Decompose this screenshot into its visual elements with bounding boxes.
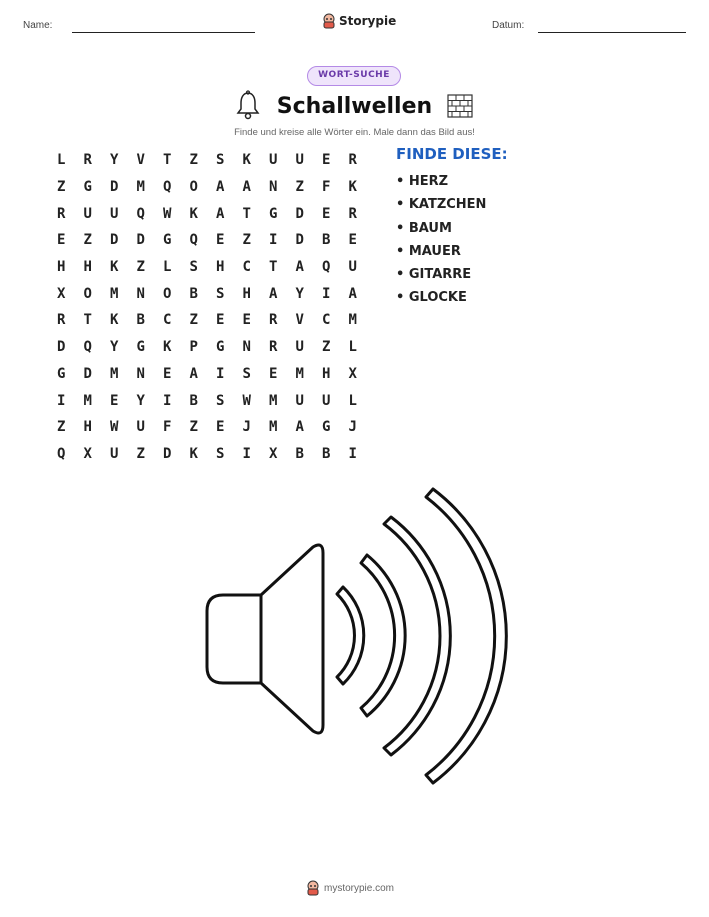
- grid-letter[interactable]: A: [269, 285, 278, 302]
- grid-letter[interactable]: H: [57, 259, 66, 276]
- grid-letter[interactable]: A: [295, 259, 304, 276]
- grid-letter[interactable]: U: [295, 392, 304, 409]
- grid-letter[interactable]: E: [269, 365, 278, 382]
- footer-url[interactable]: mystorypie.com: [324, 882, 395, 894]
- grid-letter[interactable]: G: [269, 205, 278, 222]
- grid-letter[interactable]: Q: [163, 179, 172, 196]
- grid-letter[interactable]: K: [189, 445, 198, 462]
- grid-letter[interactable]: S: [189, 259, 198, 276]
- grid-letter[interactable]: X: [57, 285, 66, 302]
- grid-letter[interactable]: H: [242, 285, 251, 302]
- word-list-item: • GLOCKE: [396, 290, 467, 306]
- grid-letter[interactable]: P: [189, 339, 198, 356]
- word-list-item: • HERZ: [396, 174, 449, 189]
- word-list: [396, 170, 486, 310]
- grid-row: [48, 387, 366, 414]
- grid-letter[interactable]: U: [269, 152, 278, 169]
- grid-letter[interactable]: R: [269, 312, 278, 329]
- grid-letter[interactable]: Q: [136, 205, 145, 222]
- grid-letter[interactable]: N: [136, 365, 145, 382]
- grid-letter[interactable]: Z: [57, 419, 66, 436]
- grid-letter[interactable]: I: [242, 445, 251, 462]
- grid-letter[interactable]: R: [269, 339, 278, 356]
- wave-4: [426, 489, 506, 783]
- grid-letter[interactable]: T: [269, 259, 278, 276]
- brand: [322, 13, 396, 29]
- grid-letter[interactable]: Z: [189, 419, 198, 436]
- grid-letter[interactable]: E: [110, 392, 119, 409]
- grid-row: [48, 414, 366, 441]
- grid-letter[interactable]: B: [189, 392, 198, 409]
- grid-letter[interactable]: V: [295, 312, 304, 329]
- grid-letter[interactable]: D: [110, 232, 119, 249]
- grid-letter[interactable]: L: [163, 259, 172, 276]
- grid-letter[interactable]: K: [110, 259, 119, 276]
- grid-letter[interactable]: Z: [189, 312, 198, 329]
- grid-letter[interactable]: B: [322, 232, 331, 249]
- word-list-item: • GITARRE: [396, 267, 472, 283]
- grid-letter[interactable]: R: [348, 152, 357, 169]
- grid-letter[interactable]: R: [57, 312, 66, 329]
- grid-letter[interactable]: K: [242, 152, 251, 169]
- storypie-logo-icon: [322, 13, 336, 29]
- grid-letter[interactable]: R: [83, 152, 92, 169]
- grid-letter[interactable]: H: [322, 365, 331, 382]
- grid-letter[interactable]: E: [216, 232, 225, 249]
- footer: [306, 880, 394, 896]
- grid-letter[interactable]: M: [136, 179, 145, 196]
- grid-letter[interactable]: D: [136, 232, 145, 249]
- grid-letter[interactable]: C: [163, 312, 172, 329]
- grid-letter[interactable]: V: [136, 152, 145, 169]
- grid-letter[interactable]: I: [348, 445, 357, 462]
- grid-letter[interactable]: J: [242, 419, 251, 436]
- grid-letter[interactable]: T: [163, 152, 172, 169]
- grid-letter[interactable]: Z: [322, 339, 331, 356]
- grid-letter[interactable]: O: [189, 179, 198, 196]
- activity-badge: WORT-SUCHE: [307, 66, 401, 86]
- date-line[interactable]: [538, 32, 686, 33]
- grid-letter[interactable]: B: [189, 285, 198, 302]
- grid-letter[interactable]: X: [83, 445, 92, 462]
- grid-letter[interactable]: B: [295, 445, 304, 462]
- grid-letter[interactable]: Z: [136, 445, 145, 462]
- grid-letter[interactable]: A: [242, 179, 251, 196]
- grid-letter[interactable]: Z: [189, 152, 198, 169]
- word-list-item: • BAUM: [396, 220, 452, 236]
- grid-row: [48, 200, 366, 227]
- grid-letter[interactable]: M: [348, 312, 357, 329]
- grid-letter[interactable]: Z: [83, 232, 92, 249]
- grid-row: [48, 307, 366, 334]
- name-line[interactable]: [72, 32, 255, 33]
- grid-row: [48, 174, 366, 201]
- grid-letter[interactable]: Q: [322, 259, 331, 276]
- grid-letter[interactable]: E: [322, 152, 331, 169]
- grid-letter[interactable]: D: [83, 365, 92, 382]
- grid-letter[interactable]: U: [295, 152, 304, 169]
- grid-letter[interactable]: G: [83, 179, 92, 196]
- grid-row: [48, 334, 366, 361]
- grid-letter[interactable]: I: [322, 285, 331, 302]
- grid-letter[interactable]: O: [163, 285, 172, 302]
- name-label: Name:: [23, 20, 53, 31]
- word-list-item: • KATZCHEN: [396, 197, 487, 213]
- grid-letter[interactable]: C: [242, 259, 251, 276]
- grid-letter[interactable]: U: [110, 205, 119, 222]
- grid-letter[interactable]: K: [189, 205, 198, 222]
- grid-letter[interactable]: U: [83, 205, 92, 222]
- grid-letter[interactable]: S: [216, 445, 225, 462]
- brand-name: Storypie: [339, 14, 397, 28]
- grid-letter[interactable]: Q: [189, 232, 198, 249]
- grid-letter[interactable]: U: [322, 392, 331, 409]
- grid-letter[interactable]: W: [110, 419, 119, 436]
- instructions: Finde und kreise alle Wörter ein. Male dann das Bild aus!: [234, 127, 475, 138]
- date-label: Datum:: [492, 20, 525, 31]
- grid-letter[interactable]: I: [269, 232, 278, 249]
- grid-letter[interactable]: U: [136, 419, 145, 436]
- grid-letter[interactable]: Z: [57, 179, 66, 196]
- word-list-title: FINDE DIESE:: [396, 145, 508, 163]
- grid-letter[interactable]: I: [57, 392, 66, 409]
- grid-letter[interactable]: Y: [295, 285, 304, 302]
- speaker-box: [207, 595, 261, 683]
- grid-row: [48, 441, 366, 468]
- grid-letter[interactable]: T: [83, 312, 92, 329]
- grid-letter[interactable]: X: [269, 445, 278, 462]
- grid-letter[interactable]: Q: [57, 445, 66, 462]
- word-list-item: • MAUER: [396, 243, 461, 259]
- grid-letter[interactable]: R: [57, 205, 66, 222]
- grid-row: [48, 254, 366, 281]
- grid-letter[interactable]: D: [163, 445, 172, 462]
- brick-wall-icon: [447, 94, 473, 118]
- grid-letter[interactable]: Z: [295, 179, 304, 196]
- grid-row: [48, 280, 366, 307]
- grid-letter[interactable]: G: [57, 365, 66, 382]
- grid-letter[interactable]: J: [348, 419, 357, 436]
- grid-letter[interactable]: E: [348, 232, 357, 249]
- grid-letter[interactable]: E: [216, 312, 225, 329]
- grid-letter[interactable]: A: [348, 285, 357, 302]
- grid-letter[interactable]: Y: [110, 339, 119, 356]
- grid-letter[interactable]: L: [57, 152, 66, 169]
- grid-letter[interactable]: M: [110, 365, 119, 382]
- grid-letter[interactable]: I: [216, 365, 225, 382]
- grid-letter[interactable]: G: [163, 232, 172, 249]
- grid-letter[interactable]: M: [295, 365, 304, 382]
- grid-letter[interactable]: G: [322, 419, 331, 436]
- grid-letter[interactable]: K: [348, 179, 357, 196]
- grid-letter[interactable]: X: [348, 365, 357, 382]
- grid-letter[interactable]: N: [269, 179, 278, 196]
- grid-letter[interactable]: K: [110, 312, 119, 329]
- speaker-cone: [261, 545, 323, 733]
- grid-row: [48, 147, 366, 174]
- grid-letter[interactable]: F: [163, 419, 172, 436]
- grid-letter[interactable]: D: [295, 205, 304, 222]
- speaker-sound-waves-illustration: [195, 485, 515, 790]
- grid-letter[interactable]: W: [163, 205, 172, 222]
- grid-letter[interactable]: I: [163, 392, 172, 409]
- grid-letter[interactable]: W: [242, 392, 251, 409]
- grid-row: [48, 227, 366, 254]
- grid-letter[interactable]: Z: [242, 232, 251, 249]
- grid-letter[interactable]: H: [83, 259, 92, 276]
- grid-letter[interactable]: Y: [136, 392, 145, 409]
- grid-letter[interactable]: E: [57, 232, 66, 249]
- grid-letter[interactable]: E: [163, 365, 172, 382]
- grid-letter[interactable]: A: [295, 419, 304, 436]
- grid-letter[interactable]: O: [83, 285, 92, 302]
- grid-letter[interactable]: D: [110, 179, 119, 196]
- grid-letter[interactable]: M: [83, 392, 92, 409]
- grid-letter[interactable]: M: [110, 285, 119, 302]
- grid-letter[interactable]: A: [216, 205, 225, 222]
- wave-2: [361, 555, 405, 716]
- grid-letter[interactable]: S: [216, 285, 225, 302]
- grid-letter[interactable]: A: [216, 179, 225, 196]
- grid-letter[interactable]: S: [242, 365, 251, 382]
- grid-letter[interactable]: B: [136, 312, 145, 329]
- grid-letter[interactable]: L: [348, 392, 357, 409]
- grid-letter[interactable]: T: [242, 205, 251, 222]
- grid-letter[interactable]: B: [322, 445, 331, 462]
- grid-letter[interactable]: G: [216, 339, 225, 356]
- grid-letter[interactable]: E: [242, 312, 251, 329]
- grid-letter[interactable]: Y: [110, 152, 119, 169]
- grid-letter[interactable]: N: [242, 339, 251, 356]
- grid-letter[interactable]: N: [136, 285, 145, 302]
- grid-letter[interactable]: E: [216, 419, 225, 436]
- grid-letter[interactable]: K: [163, 339, 172, 356]
- grid-letter[interactable]: C: [322, 312, 331, 329]
- grid-letter[interactable]: S: [216, 392, 225, 409]
- grid-letter[interactable]: U: [348, 259, 357, 276]
- word-search-grid: [48, 147, 366, 467]
- grid-letter[interactable]: Q: [83, 339, 92, 356]
- grid-letter[interactable]: F: [322, 179, 331, 196]
- page-title: Schallwellen: [276, 94, 433, 119]
- grid-letter[interactable]: U: [295, 339, 304, 356]
- wave-1: [337, 587, 364, 684]
- grid-letter[interactable]: U: [110, 445, 119, 462]
- grid-letter[interactable]: R: [348, 205, 357, 222]
- grid-letter[interactable]: D: [295, 232, 304, 249]
- grid-letter[interactable]: M: [269, 419, 278, 436]
- grid-letter[interactable]: S: [216, 152, 225, 169]
- grid-letter[interactable]: A: [189, 365, 198, 382]
- grid-letter[interactable]: H: [83, 419, 92, 436]
- grid-letter[interactable]: Z: [136, 259, 145, 276]
- grid-letter[interactable]: E: [322, 205, 331, 222]
- grid-letter[interactable]: L: [348, 339, 357, 356]
- grid-row: [48, 361, 366, 388]
- storypie-logo-icon: [306, 880, 320, 896]
- grid-letter[interactable]: M: [269, 392, 278, 409]
- grid-letter[interactable]: G: [136, 339, 145, 356]
- grid-letter[interactable]: D: [57, 339, 66, 356]
- grid-letter[interactable]: H: [216, 259, 225, 276]
